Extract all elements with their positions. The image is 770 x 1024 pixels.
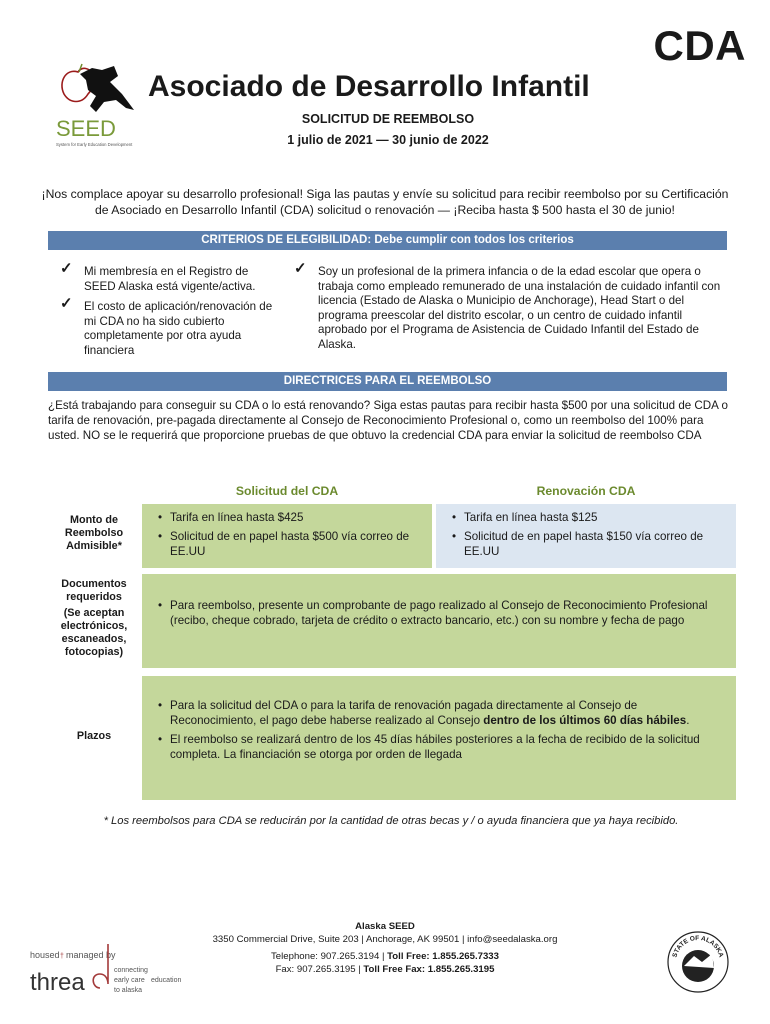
list-item: • Tarifa en línea hasta $425	[156, 510, 422, 525]
footer-address: 3350 Commercial Drive, Suite 203 | Anchorage, AK 99501 | info@seedalaska.org	[212, 934, 558, 945]
list-item: • Para reembolso, presente un comprobante de pago realizado al Consejo de Reconocimiento Profesional (recibo, cheque cobrado, tarjeta de crédito o extracto bancario, etc.) con su nombre y fecha de pago	[156, 598, 726, 628]
thread-logo	[30, 942, 195, 1004]
footnote: * Los reembolsos para CDA se reducirán por la cantidad de otras becas y / o ayuda financiera que ya haya recibido.	[103, 815, 679, 827]
list-item: • El reembolso se realizará dentro de los 45 días hábiles posteriores a la fecha de recibido de la solicitud completa. La financiación se otorga por orden de llegada	[156, 732, 726, 762]
row-label-deadlines: Plazos	[76, 730, 112, 742]
list-item: • Para la solicitud del CDA o para la tarifa de renovación pagada directamente al Consejo de Reconocimiento, el pago debe haberse realizado al Consejo dentro de los últimos 60 días hábiles.	[156, 698, 726, 728]
documents-cell	[142, 574, 736, 668]
documents-sublabel: (Se aceptan electrónicos, escaneados, fotocopias)	[60, 607, 128, 658]
svg-text:threa: threa	[30, 969, 85, 996]
footer-phone: Telephone: 907.265.3194 | Toll Free: 1.855.265.7333	[271, 951, 499, 962]
svg-text:connecting: connecting	[114, 967, 148, 974]
svg-text:housed: housed	[30, 950, 60, 960]
svg-text:†: †	[60, 953, 64, 960]
svg-text:STATE OF ALASKA: STATE OF ALASKA	[671, 934, 725, 959]
page-title: Asociado de Desarrollo Infantil	[148, 70, 590, 103]
guidelines-paragraph: ¿Está trabajando para conseguir su CDA o lo está renovando? Siga estas pautas para recibir hasta $500 por una solicitud de CDA o tarifa de renovación, pre-pagada directamente al Consejo de Reconocimiento Profesional o, como un reembolso del 100% para usted. NO se le requerirá que proporcione pruebas de que obtuvo la credencial CDA para enviar la solicitud de reembolso CDA	[48, 399, 728, 442]
list-item: • Solicitud de en papel hasta $500 vía correo de EE.UU	[156, 529, 422, 559]
application-amount-cell	[142, 504, 432, 568]
deadlines-cell	[142, 676, 736, 800]
svg-text:SEED: SEED	[56, 116, 116, 141]
eligibility-item-text: El costo de aplicación/renovación de mi CDA no ha sido cubierto completamente por otra ayuda financiera	[84, 300, 273, 357]
eligibility-item-cost	[60, 295, 280, 358]
list-item: • Solicitud de en papel hasta $150 vía correo de EE.UU	[450, 529, 726, 559]
documents-label: Documentos requeridos	[61, 578, 127, 603]
row-label-documents	[48, 578, 140, 659]
page-subtitle: SOLICITUD DE REEMBOLSO	[301, 112, 475, 126]
list-item: • Tarifa en línea hasta $125	[450, 510, 726, 525]
state-seal-icon	[664, 928, 732, 996]
svg-text:education: education	[151, 977, 182, 984]
seed-logo	[52, 60, 138, 154]
eligibility-item-registry	[60, 260, 280, 294]
footer-org: Alaska SEED	[355, 921, 415, 932]
svg-text:early care: early care	[114, 977, 145, 984]
guidelines-heading: DIRECTRICES PARA EL REEMBOLSO	[48, 372, 727, 391]
row-label-amount: Monto de Reembolso Admisible*	[64, 514, 124, 552]
checkmark-icon: ✓	[60, 260, 73, 277]
svg-text:managed by: managed by	[66, 950, 116, 960]
eligibility-item-text: Soy un profesional de la primera infancia o de la edad escolar que opera o trabaja como empleado remunerado de una instalación de cuidado infantil con licencia (Estado de Alaska o Municipio de Anchorage), Head Start o del programa preescolar del distrito escolar, o un centro de cuidado infantil aprobado por el Programa de Asistencia de Cuidado Infantil del Estado de Alaska.	[318, 265, 721, 351]
date-range: 1 julio de 2021 — 30 junio de 2022	[287, 133, 489, 147]
column-application: Solicitud del CDA	[235, 484, 339, 498]
eligibility-item-professional	[294, 260, 726, 352]
eligibility-heading: CRITERIOS DE ELEGIBILIDAD: Debe cumplir con todos los criterios	[48, 231, 727, 250]
renewal-amount-cell	[436, 504, 736, 568]
cda-badge: CDA	[653, 22, 746, 69]
checkmark-icon: ✓	[60, 295, 73, 312]
intro-paragraph: ¡Nos complace apoyar su desarrollo profesional! Siga las pautas y envíe su solicitud para recibir reembolso por su Certificación de Asociado en Desarrollo Infantil (CDA) solicitud o renovación — ¡Reciba hasta $ 500 hasta el 30 de junio!	[41, 187, 729, 217]
svg-text:to alaska: to alaska	[114, 987, 143, 994]
eligibility-item-text: Mi membresía en el Registro de SEED Alaska está vigente/activa.	[84, 265, 256, 293]
footer-fax: Fax: 907.265.3195 | Toll Free Fax: 1.855.265.3195	[275, 964, 495, 975]
svg-text:System for Early Education Dev: System for Early Education Development	[56, 142, 133, 147]
column-renewal: Renovación CDA	[536, 484, 636, 498]
checkmark-icon: ✓	[294, 260, 307, 277]
